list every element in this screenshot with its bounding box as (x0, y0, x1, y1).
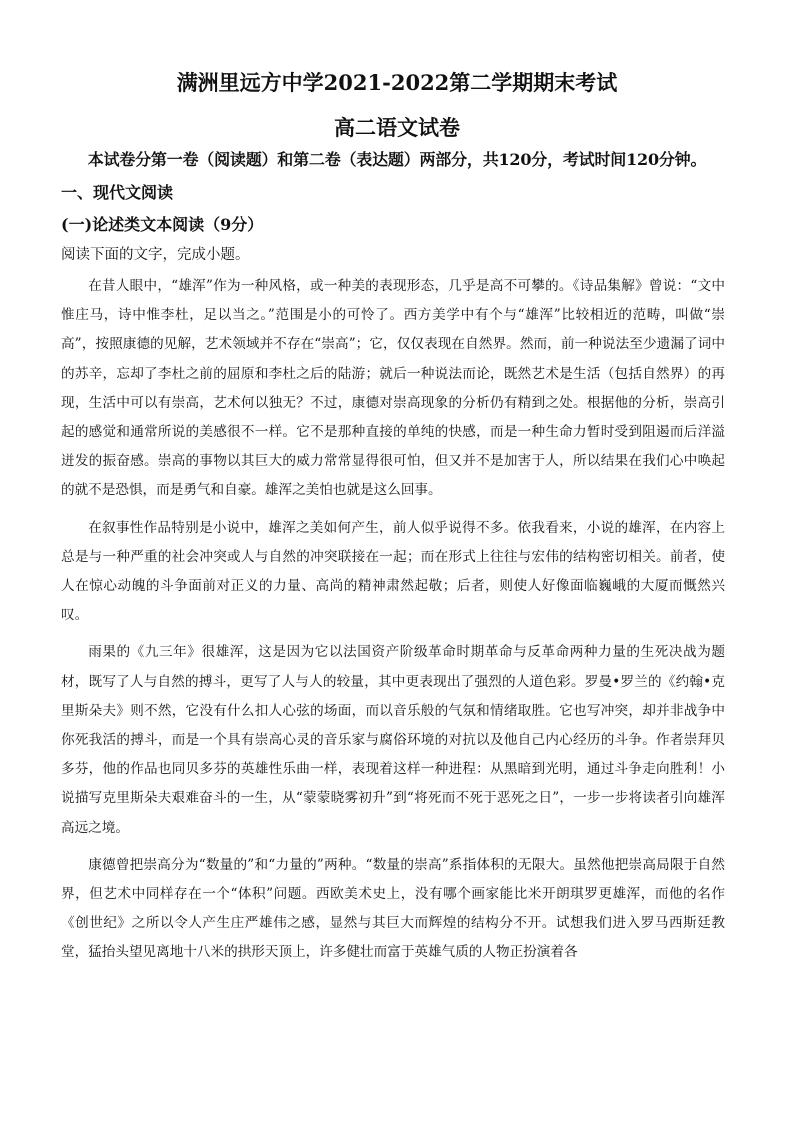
subsection-heading: (一)论述类文本阅读（9分） (61, 215, 264, 234)
reading-passage (61, 272, 725, 976)
passage-paragraph-3: 雨果的《九三年》很雄浑，这是因为它以法国资产阶级革命时期革命与反革命两种力量的生死决战为题材，既写了人与自然的搏斗，更写了人与人的较量，其中更表现出了强烈的人道色彩。罗曼•罗兰的《约翰•克里斯朵夫》则不然，它没有什么扣人心弦的场面，而以音乐般的气氛和情绪取胜。它也写冲突，却并非战争中你死我活的搏斗，而是一个具有崇高心灵的音乐家与腐俗环境的对抗以及他自己内心经历的斗争。作者崇拜贝多芬，他的作品也同贝多芬的英雄性乐曲一样，表现着这样一种进程：从黑暗到光明，通过斗争走向胜利！小说描写克里斯朵夫艰难奋斗的一生，从“蒙蒙晓雾初升”到“将死而不死于恶死之日”，一步一步将读者引向雄浑高远之境。 (61, 644, 725, 836)
exam-title: 满洲里远方中学2021-2022第二学期期末考试 (176, 70, 618, 95)
passage-paragraph-2: 在叙事性作品特别是小说中，雄浑之美如何产生，前人似乎说得不多。依我看来，小说的雄浑，在内容上总是与一种严重的社会冲突或人与自然的冲突联接在一起；而在形式上往往与宏伟的结构密切相关。前者，使人在惊心动魄的斗争面前对正义的力量、高尚的精神肃然起敬；后者，则使人好像面临巍峨的大厦而慨然兴叹。 (61, 519, 725, 624)
exam-subtitle: 高二语文试卷 (334, 115, 460, 140)
exam-instructions: 本试卷分第一卷（阅读题）和第二卷（表达题）两部分，共120分，考试时间120分钟。 (87, 150, 707, 169)
section-heading: 一、现代文阅读 (61, 183, 174, 202)
reading-instruction: 阅读下面的文字，完成小题。 (61, 247, 250, 263)
passage-paragraph-1: 在昔人眼中，“雄浑”作为一种风格，或一种美的表现形态，几乎是高不可攀的。《诗品集解》曾说：“文中惟庄马，诗中惟李杜，足以当之。”范围是小的可怜了。西方美学中有个与“雄浑”比较相近的范畴，叫做“崇高”，按照康德的见解，艺术领域并不存在“崇高”；它，仅仅表现在自然界。然而，前一种说法至少遗漏了词中的苏辛，忘却了李杜之前的屈原和李杜之后的陆游；就后一种说法而论，既然艺术是生活（包括自然界）的再现，生活中可以有崇高，艺术何以独无？不过，康德对崇高现象的分析仍有精到之处。根据他的分析，崇高引起的感觉和通常所说的美感很不一样。它不是那种直接的单纯的快感，而是一种生命力暂时受到阻遏而后洋溢迸发的振奋感。崇高的事物以其巨大的威力常常显得很可怕，但又并不是加害于人，所以结果在我们心中唤起的就不是恐惧，而是勇气和自豪。雄浑之美怕也就是这么回事。 (61, 278, 725, 499)
passage-paragraph-4: 康德曾把崇高分为“数量的”和“力量的”两种。“数量的崇高”系指体积的无限大。虽然他把崇高局限于自然界，但艺术中同样存在一个“体积”问题。西欧美术史上，没有哪个画家能比米开朗琪罗更雄浑，而他的名作《创世纪》之所以令人产生庄严雄伟之感，显然与其巨大而辉煌的结构分不开。试想我们进入罗马西斯廷教堂，猛抬头望见离地十八米的拱形天顶上，许多健壮而富于英雄气质的人物正扮演着各 (61, 856, 725, 961)
